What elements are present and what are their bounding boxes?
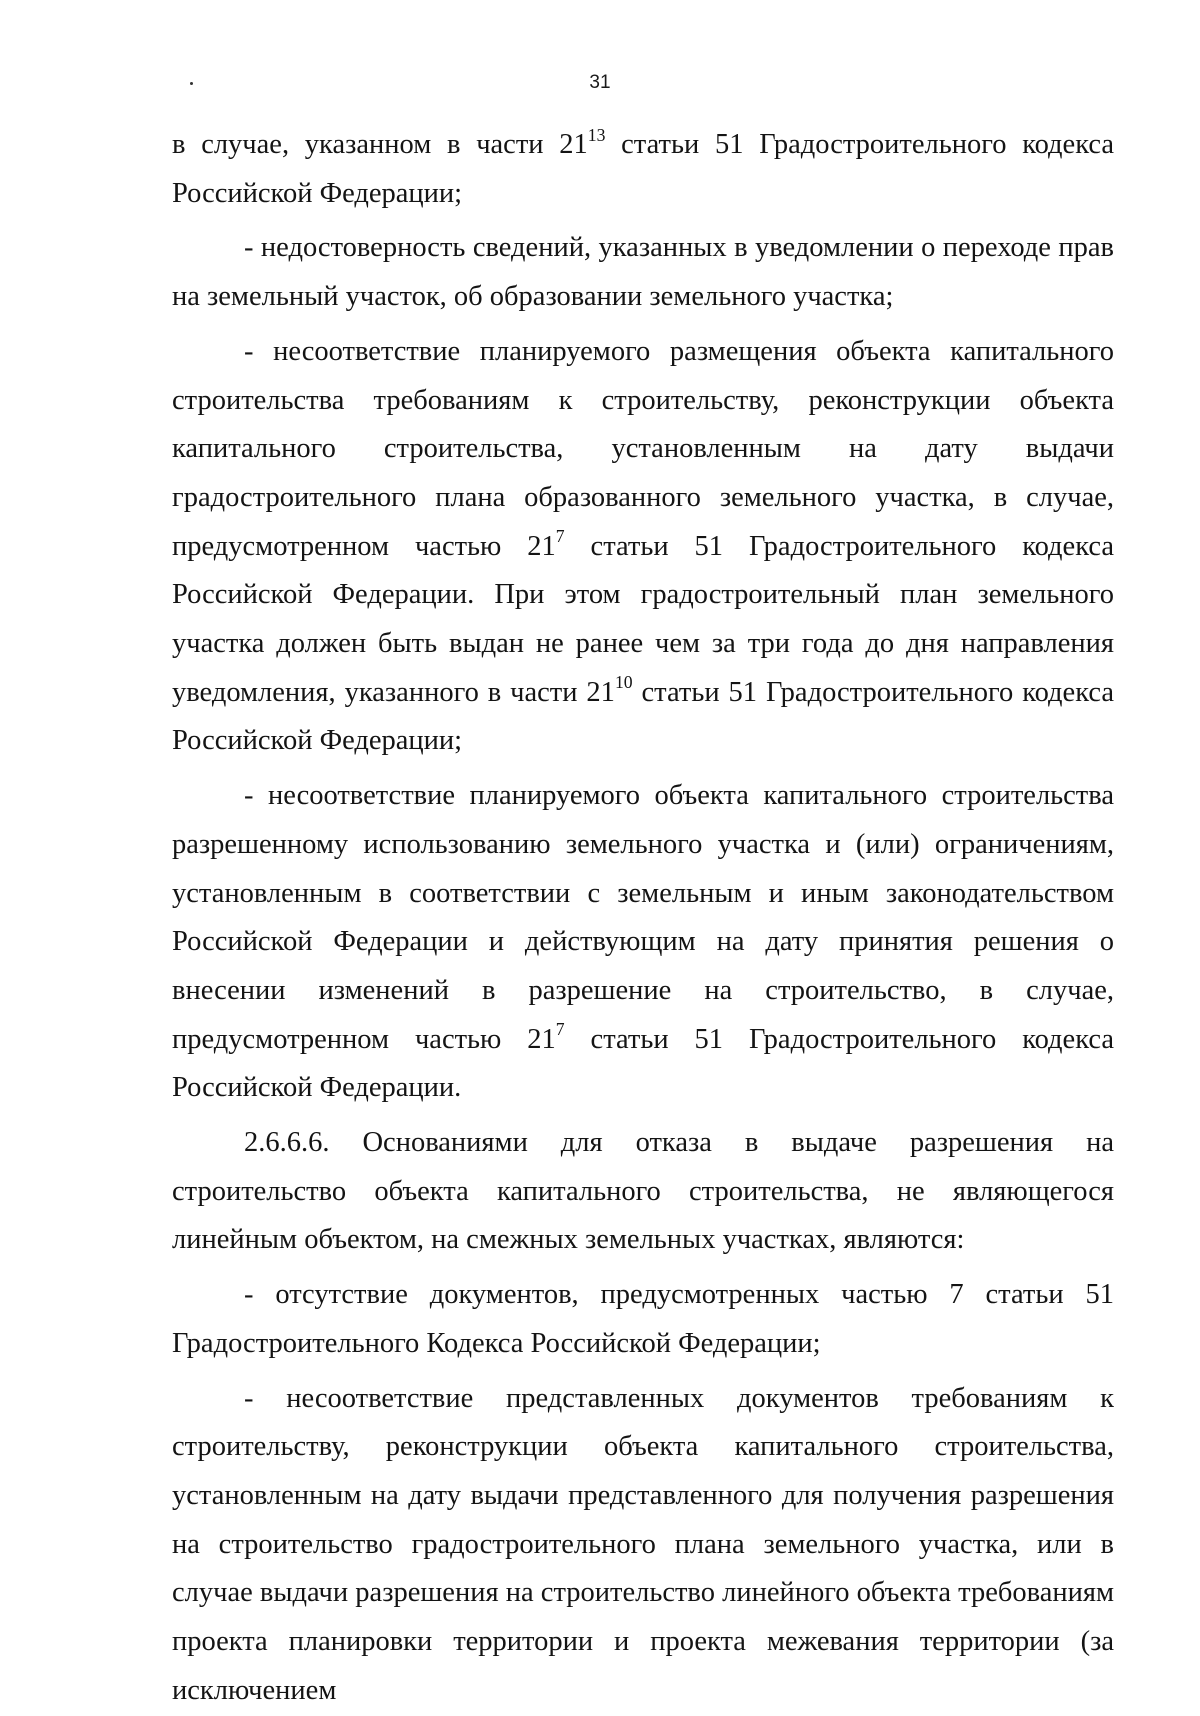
paragraph-text: статьи 51 Градостроительного кодекса Российской Федерации. При этом градостроительный план земельного участка должен быть выдан не ранее чем за три года до дня направления уведомления, указанного в части 21 bbox=[172, 530, 1114, 708]
page-number: 31 bbox=[589, 72, 611, 93]
document-body bbox=[172, 121, 1114, 1716]
superscript: 7 bbox=[555, 526, 565, 547]
paragraph-noncompliance-documents: - несоответствие представленных документов требованиям к строительству, реконструкции объекта капитального строительства, установленным на дату выдачи представленного для получения разрешения на строительство градостроительного плана земельного участка, или в случае выдачи разрешения на строительство линейного объекта требованиям проекта планировки территории и проекта межевания территории (за исключением bbox=[172, 1382, 1114, 1706]
superscript: 13 bbox=[587, 124, 606, 145]
paragraph-inaccurate-info: - недостоверность сведений, указанных в уведомлении о переходе прав на земельный участок, об образовании земельного участка; bbox=[172, 232, 1114, 313]
superscript: 10 bbox=[614, 672, 633, 693]
paragraph-text: статьи 51 Градостроительного кодекса Российской Федерации. bbox=[172, 1023, 1114, 1104]
paragraph-continuation bbox=[172, 121, 1114, 218]
paragraph-section-2-6-6-6: 2.6.6.6. Основаниями для отказа в выдаче разрешения на строительство объекта капитального строительства, не являющегося линейным объектом, на смежных земельных участках, являются: bbox=[172, 1127, 1114, 1256]
paragraph-noncompliance-use bbox=[172, 772, 1114, 1113]
paragraph-noncompliance-placement bbox=[172, 328, 1114, 766]
paragraph-missing-documents: - отсутствие документов, предусмотренных частью 7 статьи 51 Градостроительного Кодекса Российской Федерации; bbox=[172, 1279, 1114, 1359]
paragraph-text: - несоответствие планируемого размещения объекта капитального строительства требованиям к строительству, реконструкции объекта капитального строительства, установленным на дату выдачи градостроительного плана образованного земельного участка, в случае, предусмотренном частью 21 bbox=[172, 335, 1114, 562]
paragraph-text: статьи 51 Градостроительного кодекса Российской Федерации; bbox=[172, 129, 1114, 209]
paragraph-text: - несоответствие планируемого объекта капитального строительства разрешенному использованию земельного участка и (или) ограничениям, установленным в соответствии с земельным и иным законодательством Российской Федерации и действующим на дату принятия решения о внесении изменений в разрешение на строительство, в случае, предусмотренном частью 21 bbox=[172, 780, 1114, 1055]
scan-artifact-dot bbox=[190, 82, 193, 85]
superscript: 7 bbox=[555, 1019, 565, 1040]
paragraph-text: статьи 51 Градостроительного кодекса Российской Федерации; bbox=[172, 676, 1114, 757]
paragraph-text: в случае, указанном в части 21 bbox=[172, 129, 588, 160]
